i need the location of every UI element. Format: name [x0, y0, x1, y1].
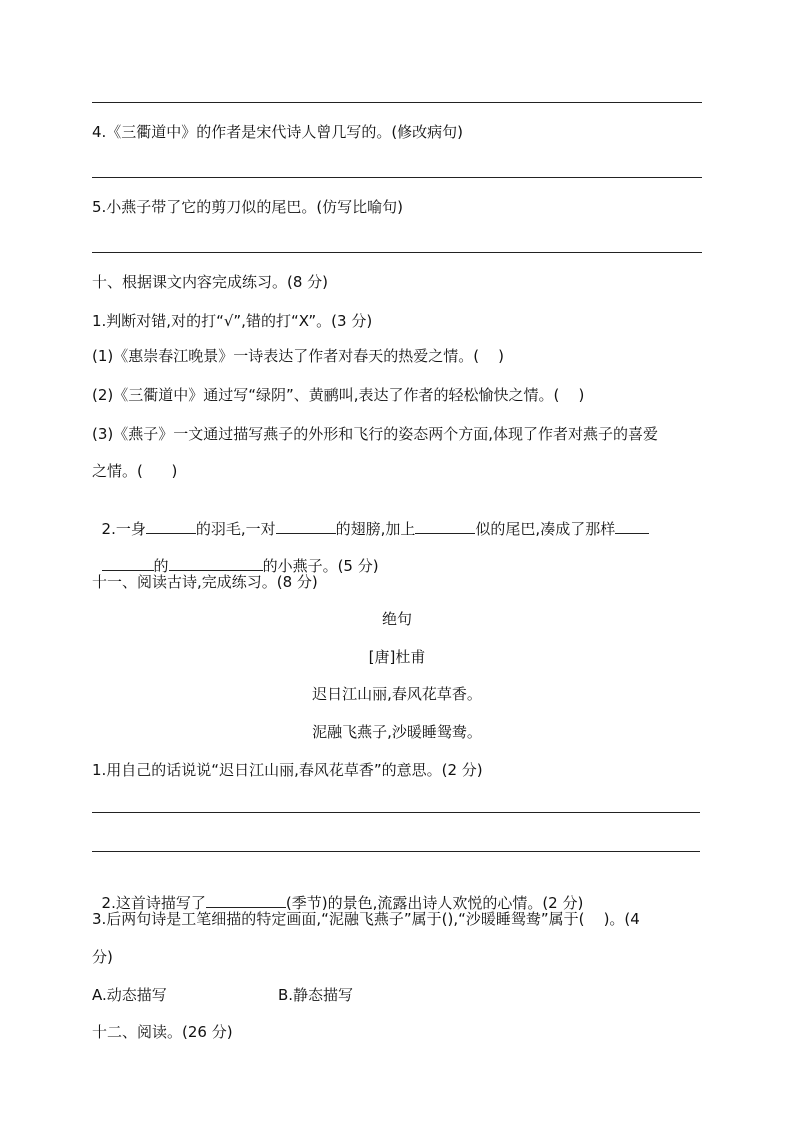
judge-item-3-cont: 之情。( ) [92, 462, 178, 480]
blank-field[interactable] [146, 518, 196, 534]
fill-text: 的 [153, 557, 169, 575]
fill-blank-question [92, 498, 649, 539]
poem-question-1: 1.用自己的话说说“迟日江山丽,春风花草香”的意思。(2 分) [92, 761, 483, 779]
judge-item-2: (2)《三衢道中》通过写“绿阴”、黄鹂叫,表达了作者的轻松愉快之情。( ) [92, 386, 585, 404]
answer-line[interactable] [92, 812, 700, 813]
option-b: B.静态描写 [278, 986, 354, 1004]
poem-line-1: 迟日江山丽,春风花草香。 [312, 685, 482, 703]
poem-question-3-cont: 分) [92, 948, 113, 966]
poem-line-2: 泥融飞燕子,沙暖睡鸳鸯。 [312, 723, 482, 741]
judge-instruction: 1.判断对错,对的打“√”,错的打“X”。(3 分) [92, 312, 373, 330]
section-11-heading: 十一、阅读古诗,完成练习。(8 分) [92, 573, 318, 591]
fill-text: 2.一身 [101, 520, 146, 538]
blank-field[interactable] [169, 555, 263, 571]
answer-line[interactable] [92, 177, 702, 178]
fill-text: 的翅膀,加上 [335, 520, 416, 538]
poem-title: 绝句 [381, 610, 412, 628]
answer-line[interactable] [92, 102, 702, 103]
poem-author: [唐]杜甫 [368, 648, 426, 666]
answer-line[interactable] [92, 252, 702, 253]
fill-text: 2.这首诗描写了 [101, 894, 206, 912]
blank-field[interactable] [276, 518, 336, 534]
judge-item-1: (1)《惠崇春江晚景》一诗表达了作者对春天的热爱之情。( ) [92, 347, 505, 365]
question-5: 5.小燕子带了它的剪刀似的尾巴。(仿写比喻句) [92, 198, 404, 216]
question-4: 4.《三衢道中》的作者是宋代诗人曾几写的。(修改病句) [92, 123, 464, 141]
judge-item-3: (3)《燕子》一文通过描写燕子的外形和飞行的姿态两个方面,体现了作者对燕子的喜爱 [92, 425, 659, 443]
fill-text: (季节)的景色,流露出诗人欢悦的心情。(2 分) [285, 894, 584, 912]
option-a: A.动态描写 [92, 986, 167, 1004]
fill-text: 的羽毛,一对 [195, 520, 276, 538]
poem-question-2 [92, 872, 583, 913]
poem-question-3: 3.后两句诗是工笔细描的特定画面,“泥融飞燕子”属于(),“沙暖睡鸳鸯”属于( )。(4 [92, 910, 640, 928]
fill-text: 的小燕子。(5 分) [262, 557, 379, 575]
fill-text: 似的尾巴,凑成了那样 [475, 520, 616, 538]
answer-line[interactable] [92, 851, 700, 852]
fill-blank-question-cont [92, 535, 379, 576]
section-12-heading: 十二、阅读。(26 分) [92, 1023, 233, 1041]
section-10-heading: 十、根据课文内容完成练习。(8 分) [92, 273, 329, 291]
season-blank[interactable] [206, 892, 286, 908]
blank-field[interactable] [102, 555, 154, 571]
blank-field[interactable] [615, 518, 649, 534]
blank-field[interactable] [415, 518, 475, 534]
